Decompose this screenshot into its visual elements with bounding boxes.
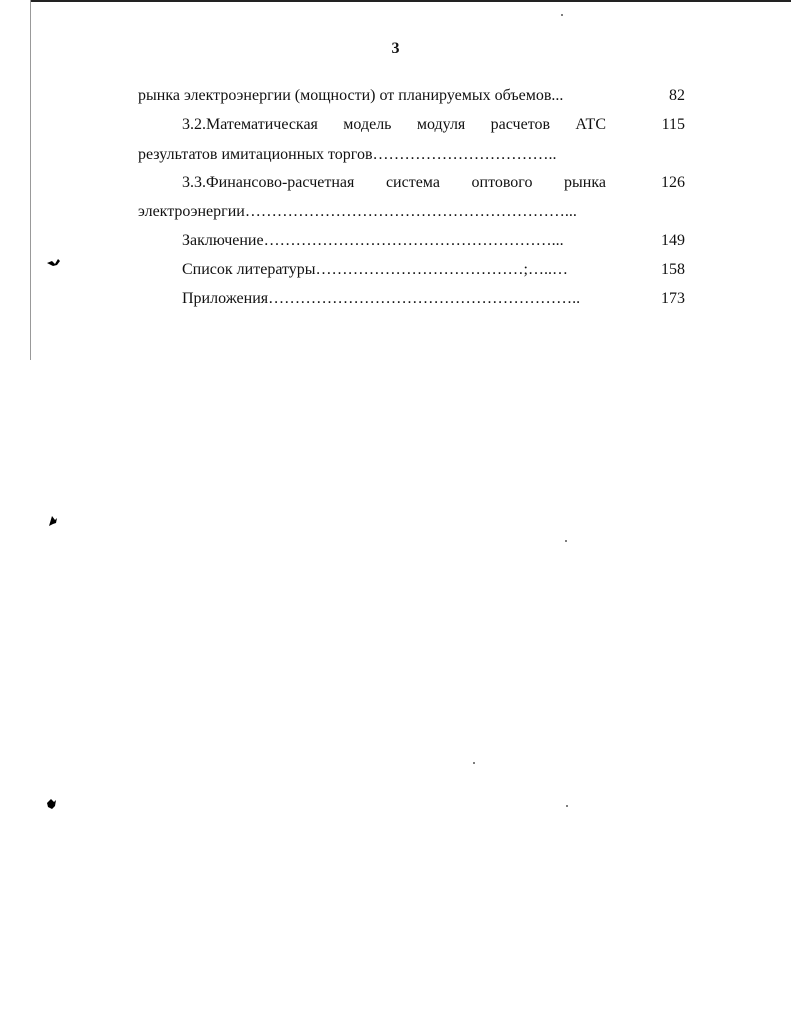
toc-entry-1-line-1: рынка электроэнергии (мощности) от планируемых объемов... <box>138 87 564 104</box>
toc-entry-2-page: 115 <box>661 116 685 133</box>
toc-entry-3-page: 126 <box>661 174 685 191</box>
toc-entry-2-line-1: 3.2.Математическая модель модуля расчетов АТС <box>182 116 606 133</box>
toc-entry-6-line-1: Приложения………………………………………………….. <box>182 290 581 307</box>
scan-speck <box>561 14 563 16</box>
binding-mark-3 <box>45 797 59 816</box>
scan-edge-top <box>30 0 791 2</box>
binding-mark-2 <box>47 514 61 533</box>
scan-speck <box>473 762 475 764</box>
toc-entry-4-line-1: Заключение………………………………………………... <box>182 232 564 249</box>
toc-entry-5-line-1: Список литературы…………………………………;…..… <box>182 261 568 278</box>
toc-entry-1-page: 82 <box>669 87 685 104</box>
page-number: 3 <box>391 40 400 57</box>
toc-entry-5-page: 158 <box>661 261 685 278</box>
toc-entry-4-page: 149 <box>661 232 685 249</box>
binding-mark-1 <box>46 256 62 272</box>
toc-entry-3-line-2: электроэнергии……………………………………………………... <box>138 203 577 220</box>
toc-entry-3-line-1: 3.3.Финансово-расчетная система оптового рынка <box>182 174 606 191</box>
toc-entry-2-line-2: результатов имитационных торгов…………………………….. <box>138 146 557 163</box>
toc-entry-6-page: 173 <box>661 290 685 307</box>
scan-speck <box>565 540 567 542</box>
scan-speck <box>566 805 568 807</box>
